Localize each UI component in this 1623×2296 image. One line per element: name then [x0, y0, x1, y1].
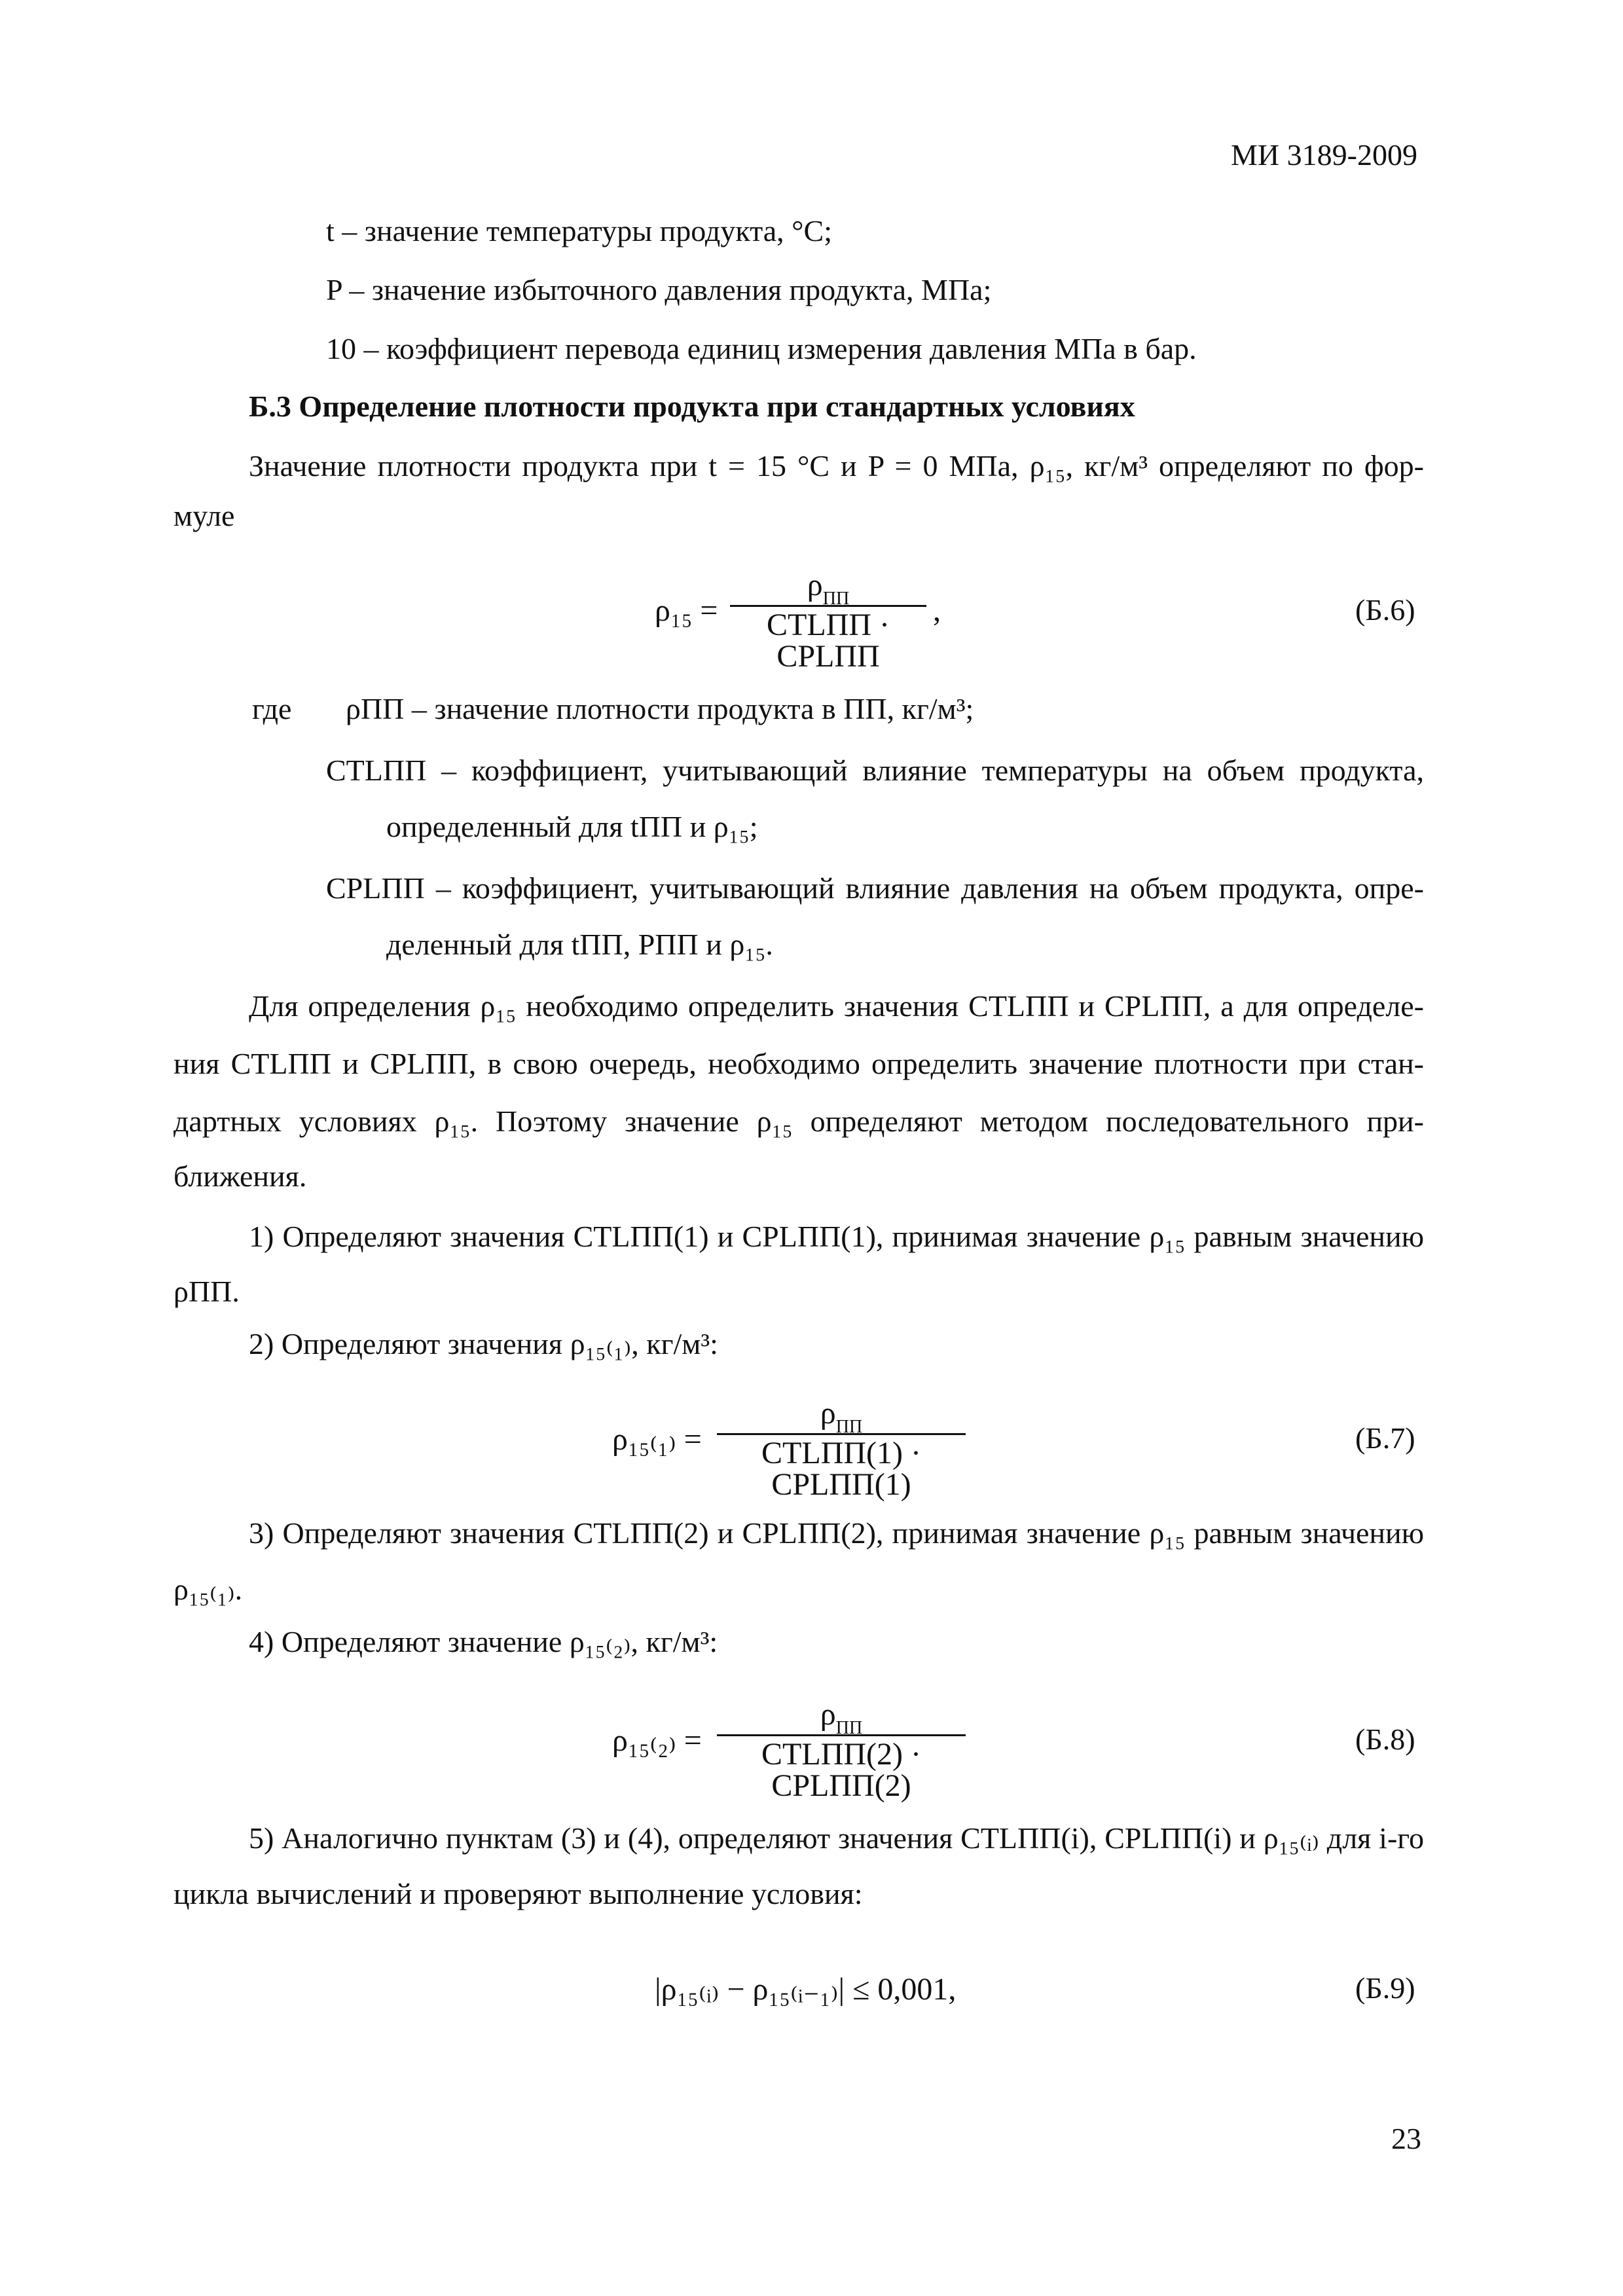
step-5-line-1: 5) Аналогично пунктам (3) и (4), определяют значения CTLПП(i), CPLПП(i) и ρ₁₅₍ᵢ₎ для i-го	[249, 1821, 1424, 1855]
equation-number-b7: (Б.7)	[1355, 1421, 1415, 1455]
page-number: 23	[1391, 2122, 1421, 2155]
formula-b7-lhs: ρ₁₅₍₁₎ =	[612, 1422, 702, 1457]
document-id: МИ 3189-2009	[1231, 138, 1417, 172]
step-5-line-2: цикла вычислений и проверяют выполнение условия:	[173, 1877, 863, 1910]
equation-number-b6: (Б.6)	[1355, 593, 1415, 627]
formula-b6-fraction	[730, 570, 926, 672]
where-cpl-line-2: деленный для tПП, PПП и ρ₁₅.	[386, 928, 773, 961]
equation-number-b9: (Б.9)	[1355, 1971, 1415, 2005]
formula-b6-numerator: $\rho_{ПП}$	[807, 568, 850, 609]
where-ctl-line-2: определенный для tПП и ρ₁₅;	[386, 810, 758, 843]
paragraph-line-3: дартных условиях ρ₁₅. Поэтому значение ρ₁₅ определяют методом последовательного при-	[173, 1104, 1424, 1138]
formula-b6-denominator: CTLПП · CPLПП	[767, 608, 890, 674]
def-p: P – значение избыточного давления продукта, МПа;	[326, 273, 992, 306]
paragraph-line-2: ния CTLПП и CPLПП, в свою очередь, необходимо определить значение плотности при стан-	[173, 1047, 1424, 1080]
formula-b8-denominator: CTLПП(2) · CPLПП(2)	[761, 1737, 921, 1803]
def-10: 10 – коэффициент перевода единиц измерения давления МПа в бар.	[326, 332, 1197, 365]
section-title: Б.3 Определение плотности продукта при стандартных условиях	[249, 390, 1135, 423]
step-4: 4) Определяют значение ρ₁₅₍₂₎, кг/м³:	[249, 1625, 718, 1658]
where-rho-pp: ρПП – значение плотности продукта в ПП, кг/м³;	[346, 692, 974, 725]
where-label: где	[252, 692, 292, 725]
formula-b6-lhs: ρ₁₅ =	[655, 593, 718, 628]
formula-b6-tail: ,	[933, 593, 941, 628]
step-3-line-1: 3) Определяют значения CTLПП(2) и CPLПП(2), принимая значение ρ₁₅ равным значению	[249, 1516, 1424, 1550]
step-2: 2) Определяют значения ρ₁₅₍₁₎, кг/м³:	[249, 1327, 718, 1360]
equation-number-b8: (Б.8)	[1355, 1722, 1415, 1756]
step-3-line-2: ρ₁₅₍₁₎.	[173, 1573, 243, 1606]
where-ctl-line-1: CTLПП – коэффициент, учитывающий влияние температуры на объем продукта,	[326, 754, 1424, 787]
intro-line-2: муле	[173, 499, 235, 532]
step-1-line-1: 1) Определяют значения CTLПП(1) и CPLПП(1), принимая значение ρ₁₅ равным значению	[249, 1220, 1424, 1253]
paragraph-line-1: Для определения ρ₁₅ необходимо определить значения CTLПП и CPLПП, а для определе-	[249, 989, 1424, 1023]
formula-b7-numerator: $\rho_{ПП}$	[820, 1396, 863, 1437]
formula-b8-numerator: $\rho_{ПП}$	[820, 1697, 863, 1738]
where-cpl-line-1: CPLПП – коэффициент, учитывающий влияние давления на объем продукта, опре-	[326, 871, 1424, 905]
def-t: t – значение температуры продукта, °C;	[326, 214, 833, 247]
intro-line-1: Значение плотности продукта при t = 15 °C и P = 0 МПа, ρ₁₅, кг/м³ определяют по фор-	[249, 449, 1424, 483]
paragraph-line-4: ближения.	[173, 1159, 307, 1193]
formula-b7-fraction	[717, 1398, 966, 1501]
formula-b8-fraction	[717, 1699, 966, 1802]
step-1-line-2: ρПП.	[173, 1275, 240, 1308]
formula-b7-denominator: CTLПП(1) · CPLПП(1)	[761, 1436, 921, 1502]
formula-b8-lhs: ρ₁₅₍₂₎ =	[612, 1723, 702, 1758]
formula-b9: |ρ₁₅₍ᵢ₎ − ρ₁₅₍ᵢ₋₁₎| ≤ 0,001,	[655, 1972, 957, 2007]
